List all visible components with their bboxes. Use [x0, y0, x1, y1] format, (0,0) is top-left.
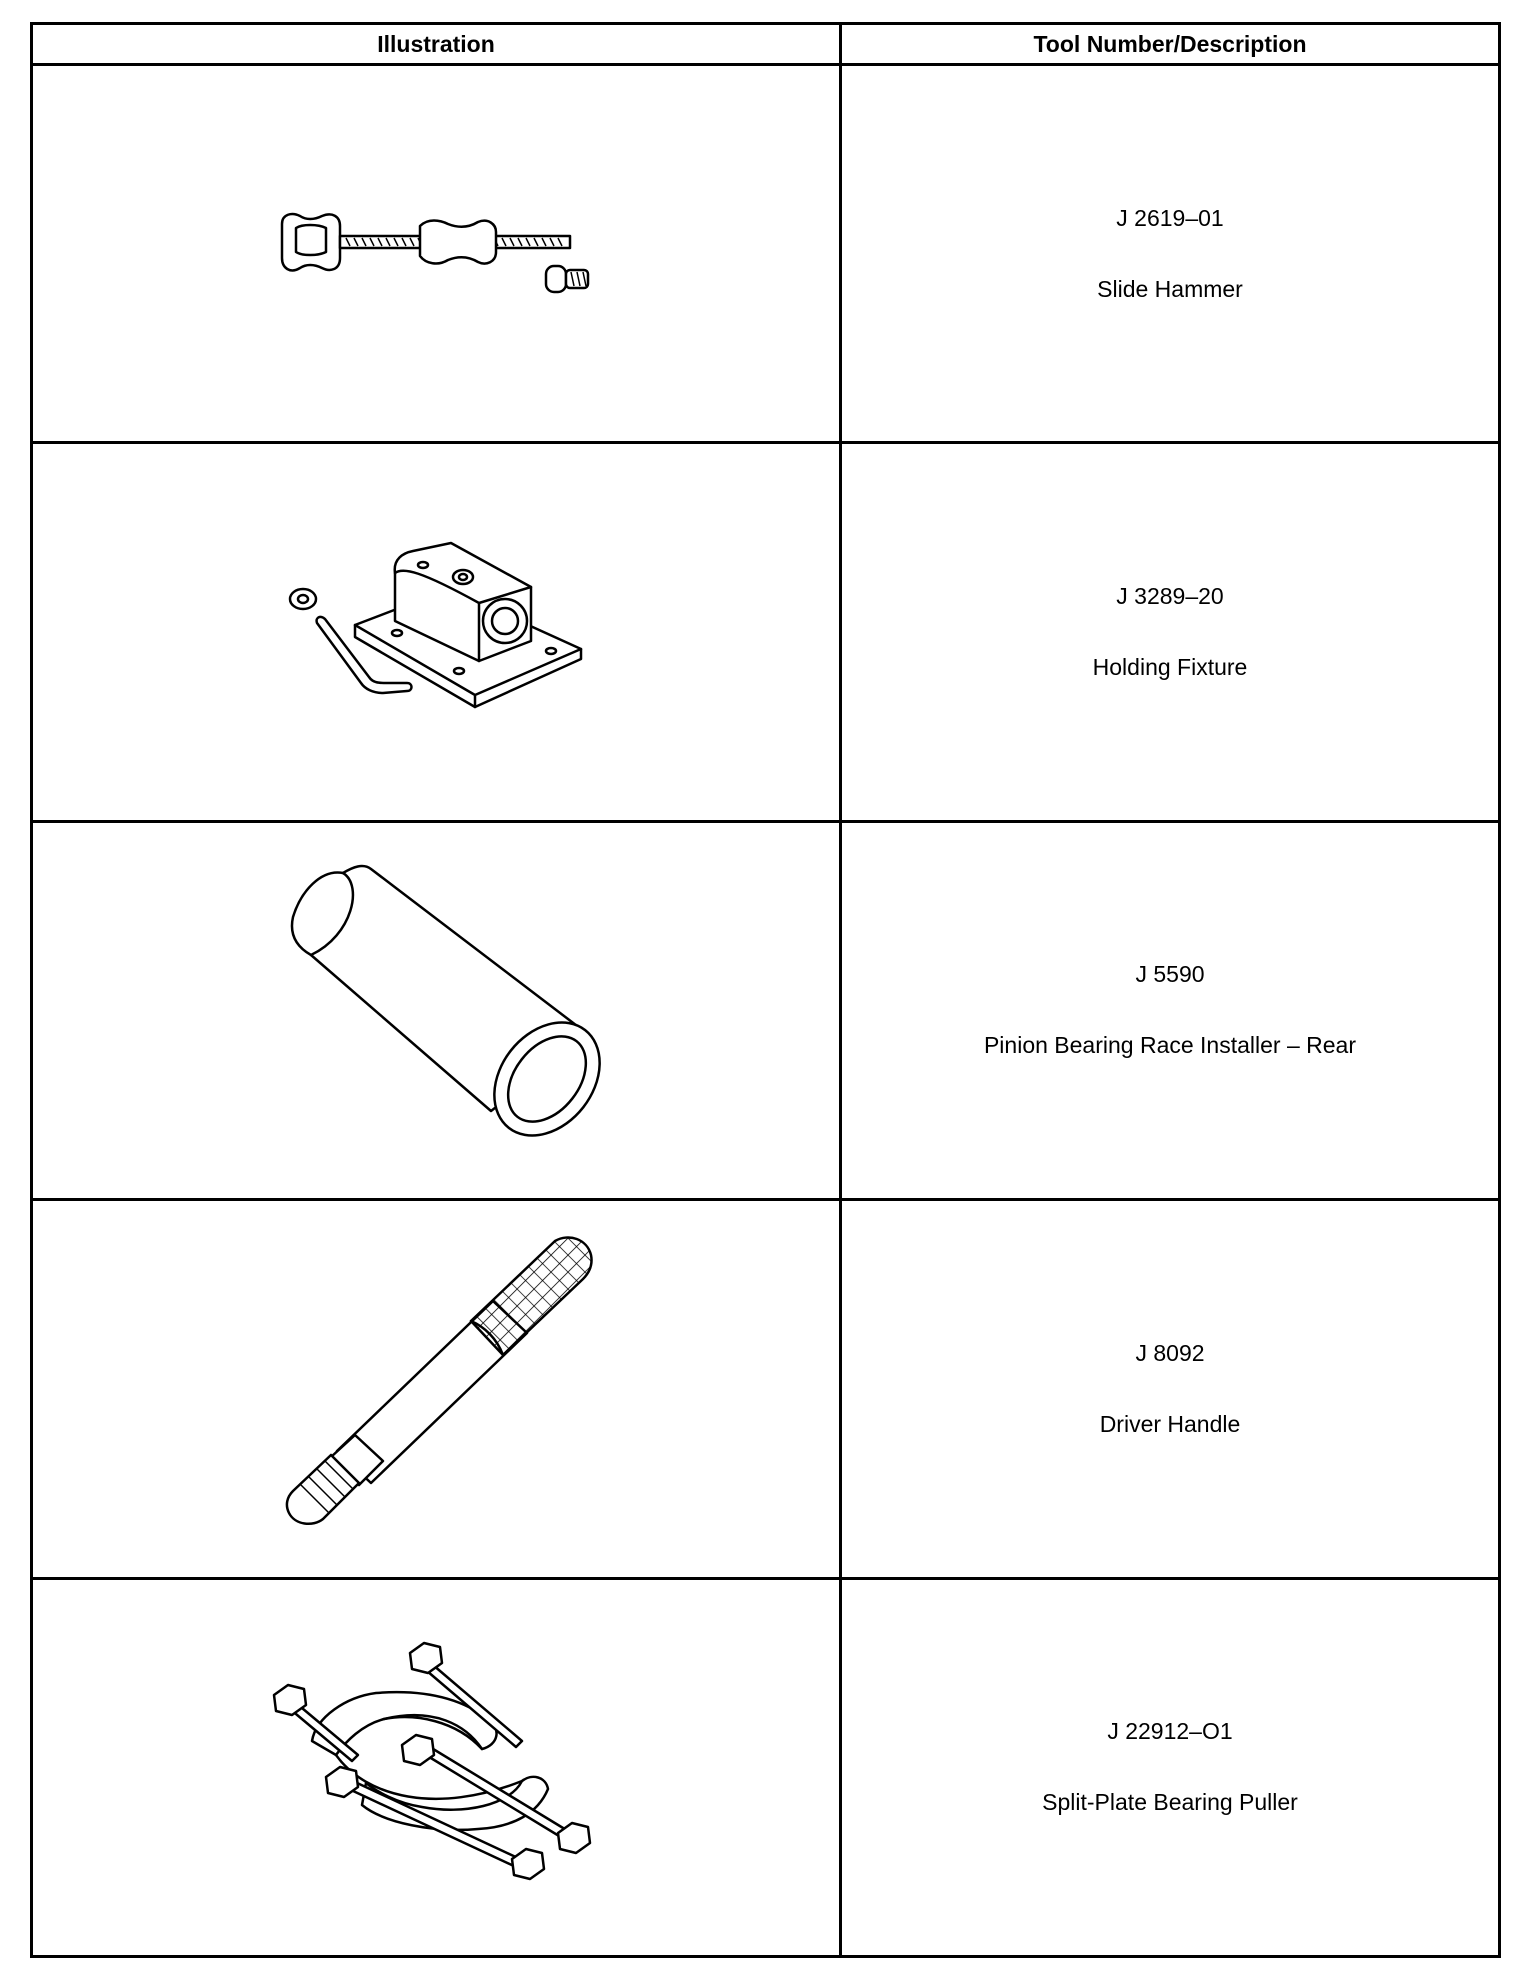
holding-fixture-icon — [281, 537, 591, 727]
special-tools-table — [30, 22, 1501, 1958]
tool-name: Split-Plate Bearing Puller — [1042, 1789, 1298, 1816]
description-cell — [841, 1578, 1500, 1956]
table-row — [32, 443, 1500, 821]
tool-number: J 22912–O1 — [1107, 1718, 1233, 1745]
bearing-puller-icon — [266, 1637, 606, 1897]
header-illustration: Illustration — [32, 24, 841, 65]
description-cell — [841, 1200, 1500, 1578]
table-row — [32, 1578, 1500, 1956]
tool-number: J 5590 — [1135, 961, 1205, 988]
tool-number: J 8092 — [1135, 1339, 1205, 1366]
tool-name: Driver Handle — [1099, 1410, 1241, 1437]
illustration-cell — [32, 65, 841, 443]
description-cell — [841, 65, 1500, 443]
illustration-cell — [32, 1578, 841, 1956]
header-tool-number-description: Tool Number/Description — [841, 24, 1500, 65]
driver-handle-icon — [271, 1229, 601, 1549]
table-row — [32, 821, 1500, 1199]
description-cell — [841, 821, 1500, 1199]
table-row — [32, 65, 1500, 443]
table-row — [32, 1200, 1500, 1578]
tool-name: Pinion Bearing Race Installer – Rear — [983, 1032, 1357, 1059]
description-cell — [841, 443, 1500, 821]
illustration-cell — [32, 1200, 841, 1578]
tool-number: J 3289–20 — [1116, 583, 1224, 610]
tool-name: Holding Fixture — [1092, 654, 1248, 681]
illustration-cell — [32, 821, 841, 1199]
illustration-cell — [32, 443, 841, 821]
slide-hammer-icon — [266, 194, 606, 314]
table-header-row — [32, 24, 1500, 65]
tool-number: J 2619–01 — [1116, 204, 1224, 231]
tool-name: Slide Hammer — [1097, 275, 1243, 302]
race-installer-icon — [271, 855, 601, 1165]
